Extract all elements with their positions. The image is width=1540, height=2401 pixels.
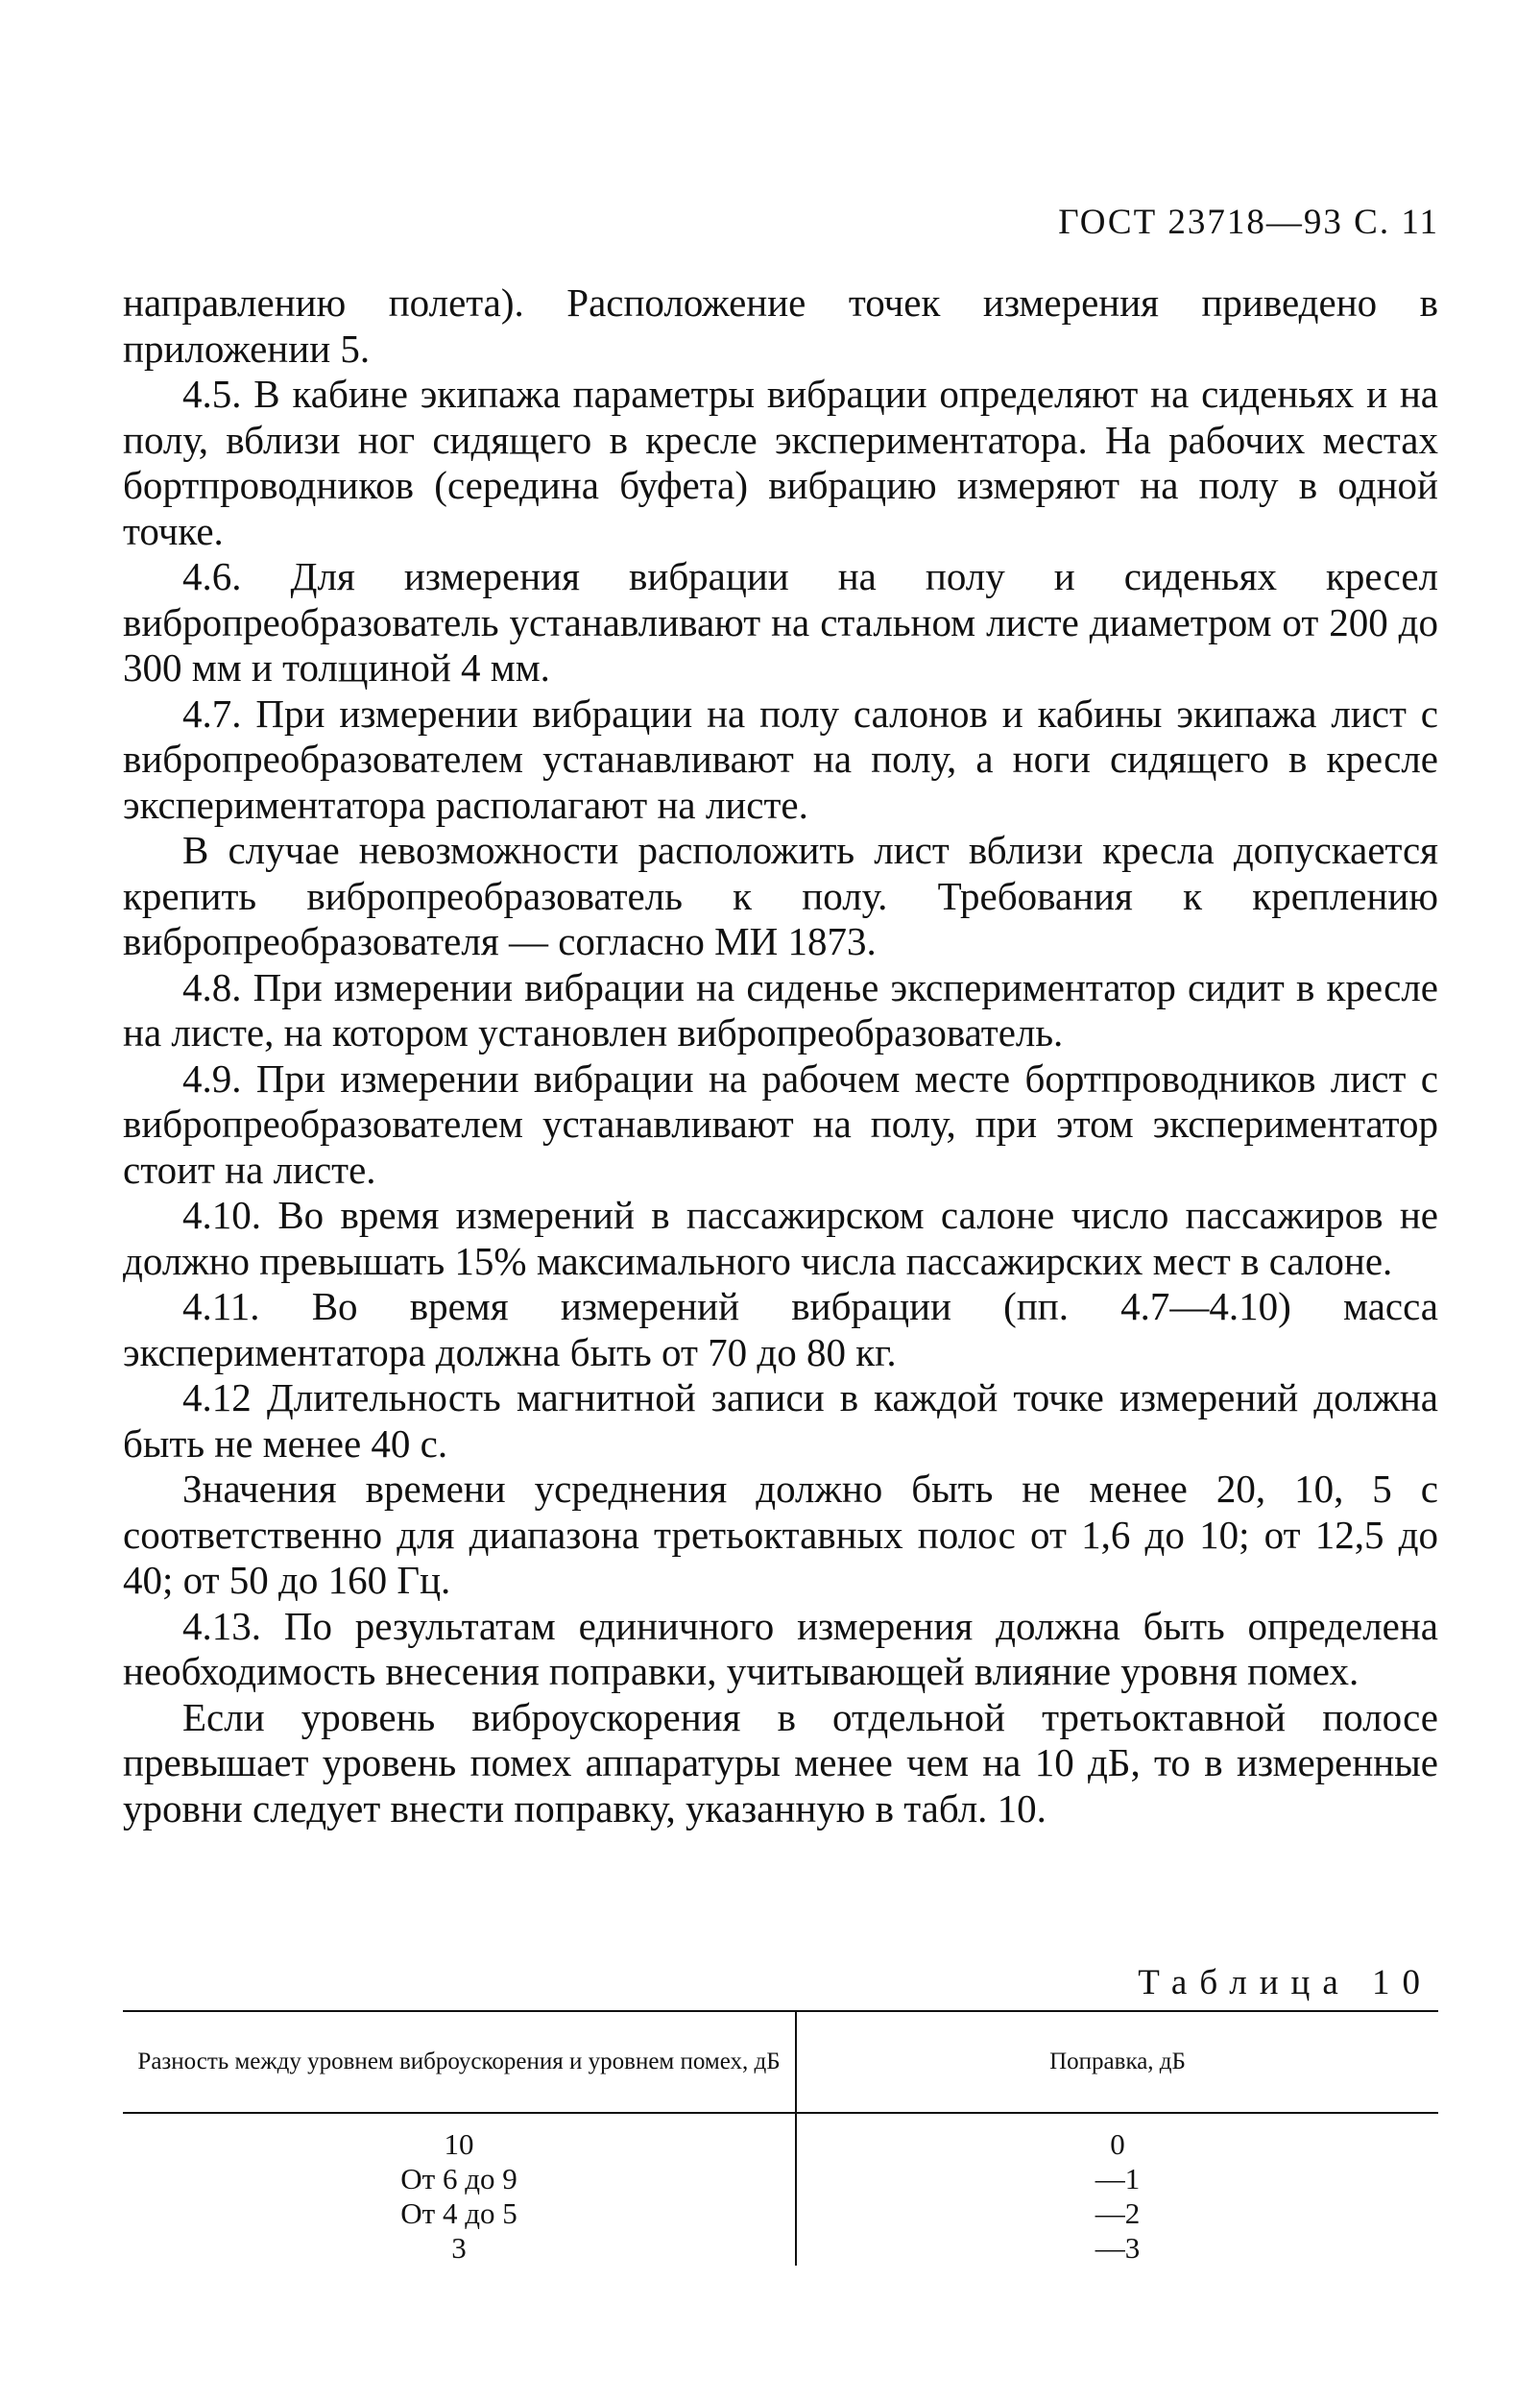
paragraph-4-11: 4.11. Во время измерений вибрации (пп. 4.7—4.10) масса экспериментатора должна быть от 70 до 80 кг. xyxy=(123,1284,1438,1374)
cell-correction: —3 xyxy=(1095,2231,1141,2265)
header-difference: Разность между уровнем виброускорения и уровнем помех, дБ xyxy=(123,2011,796,2113)
header-correction: Поправка, дБ xyxy=(796,2011,1438,2113)
cell-correction: —1 xyxy=(1095,2162,1141,2195)
paragraph-4-13-correction: Если уровень виброускорения в отдельной третьоктавной полосе превышает уровень помех аппаратуры менее чем на 10 дБ, то в измеренные уровни следует внести поправку, указанную в табл. 10. xyxy=(123,1694,1438,1831)
paragraph-4-7-note: В случае невозможности расположить лист вблизи кресла допускается крепить вибропреобразователь к полу. Требования к креплению вибропреобразователя — согласно МИ 1873. xyxy=(123,828,1438,963)
page-header: ГОСТ 23718—93 С. 11 xyxy=(1058,203,1439,242)
paragraph-4-8: 4.8. При измерении вибрации на сиденье экспериментатор сидит в кресле на листе, на котором установлен вибропреобразователь. xyxy=(123,964,1438,1055)
table-row xyxy=(123,2113,1438,2162)
paragraph-4-7: 4.7. При измерении вибрации на полу салонов и кабины экипажа лист с вибропреобразователем устанавливают на полу, а ноги сидящего в кресле экспериментатора располагают на листе. xyxy=(123,691,1438,827)
paragraph-4-9: 4.9. При измерении вибрации на рабочем месте бортпроводников лист с вибропреобразователем устанавливают на полу, при этом экспериментатор стоит на листе. xyxy=(123,1055,1438,1192)
table-row xyxy=(123,2196,1438,2231)
cell-correction: 0 xyxy=(1110,2127,1125,2161)
table-header-row xyxy=(123,2011,1438,2113)
table-row xyxy=(123,2162,1438,2196)
cell-difference: 3 xyxy=(123,2231,796,2266)
paragraph-4-10: 4.10. Во время измерений в пассажирском салоне число пассажиров не должно превышать 15% максимального числа пассажирских мест в салоне. xyxy=(123,1193,1438,1283)
paragraph-4-13: 4.13. По результатам единичного измерения должна быть определена необходимость внесения поправки, учитывающей влияние уровня помех. xyxy=(123,1603,1438,1693)
paragraph-4-12-averaging: Значения времени усреднения должно быть не менее 20, 10, 5 с соответственно для диапазона третьоктавных полос от 1,6 до 10; от 12,5 до 40; от 50 до 160 Гц. xyxy=(123,1467,1438,1602)
table-row xyxy=(123,2231,1438,2266)
paragraph-intro-continuation: направлению полета). Расположение точек измерения приведено в приложении 5. xyxy=(123,280,1438,371)
body-text xyxy=(123,280,1438,1831)
paragraph-4-6: 4.6. Для измерения вибрации на полу и сиденьях кресел вибропреобразователь устанавливают на стальном листе диаметром от 200 до 300 мм и толщиной 4 мм. xyxy=(123,554,1438,690)
table-caption: Таблица 10 xyxy=(1138,1963,1432,2002)
paragraph-4-12: 4.12 Длительность магнитной записи в каждой точке измерений должна быть не менее 40 с. xyxy=(123,1375,1438,1466)
cell-correction: —2 xyxy=(1095,2196,1141,2230)
paragraph-4-5: 4.5. В кабине экипажа параметры вибрации определяют на сиденьях и на полу, вблизи ног сидящего в кресле экспериментатора. На рабочих местах бортпроводников (середина буфета) вибрацию измеряют на полу в одной точке. xyxy=(123,372,1438,553)
cell-difference: От 4 до 5 xyxy=(123,2196,796,2231)
correction-table xyxy=(123,2010,1438,2266)
cell-difference: От 6 до 9 xyxy=(123,2162,796,2196)
cell-difference: 10 xyxy=(123,2113,796,2162)
